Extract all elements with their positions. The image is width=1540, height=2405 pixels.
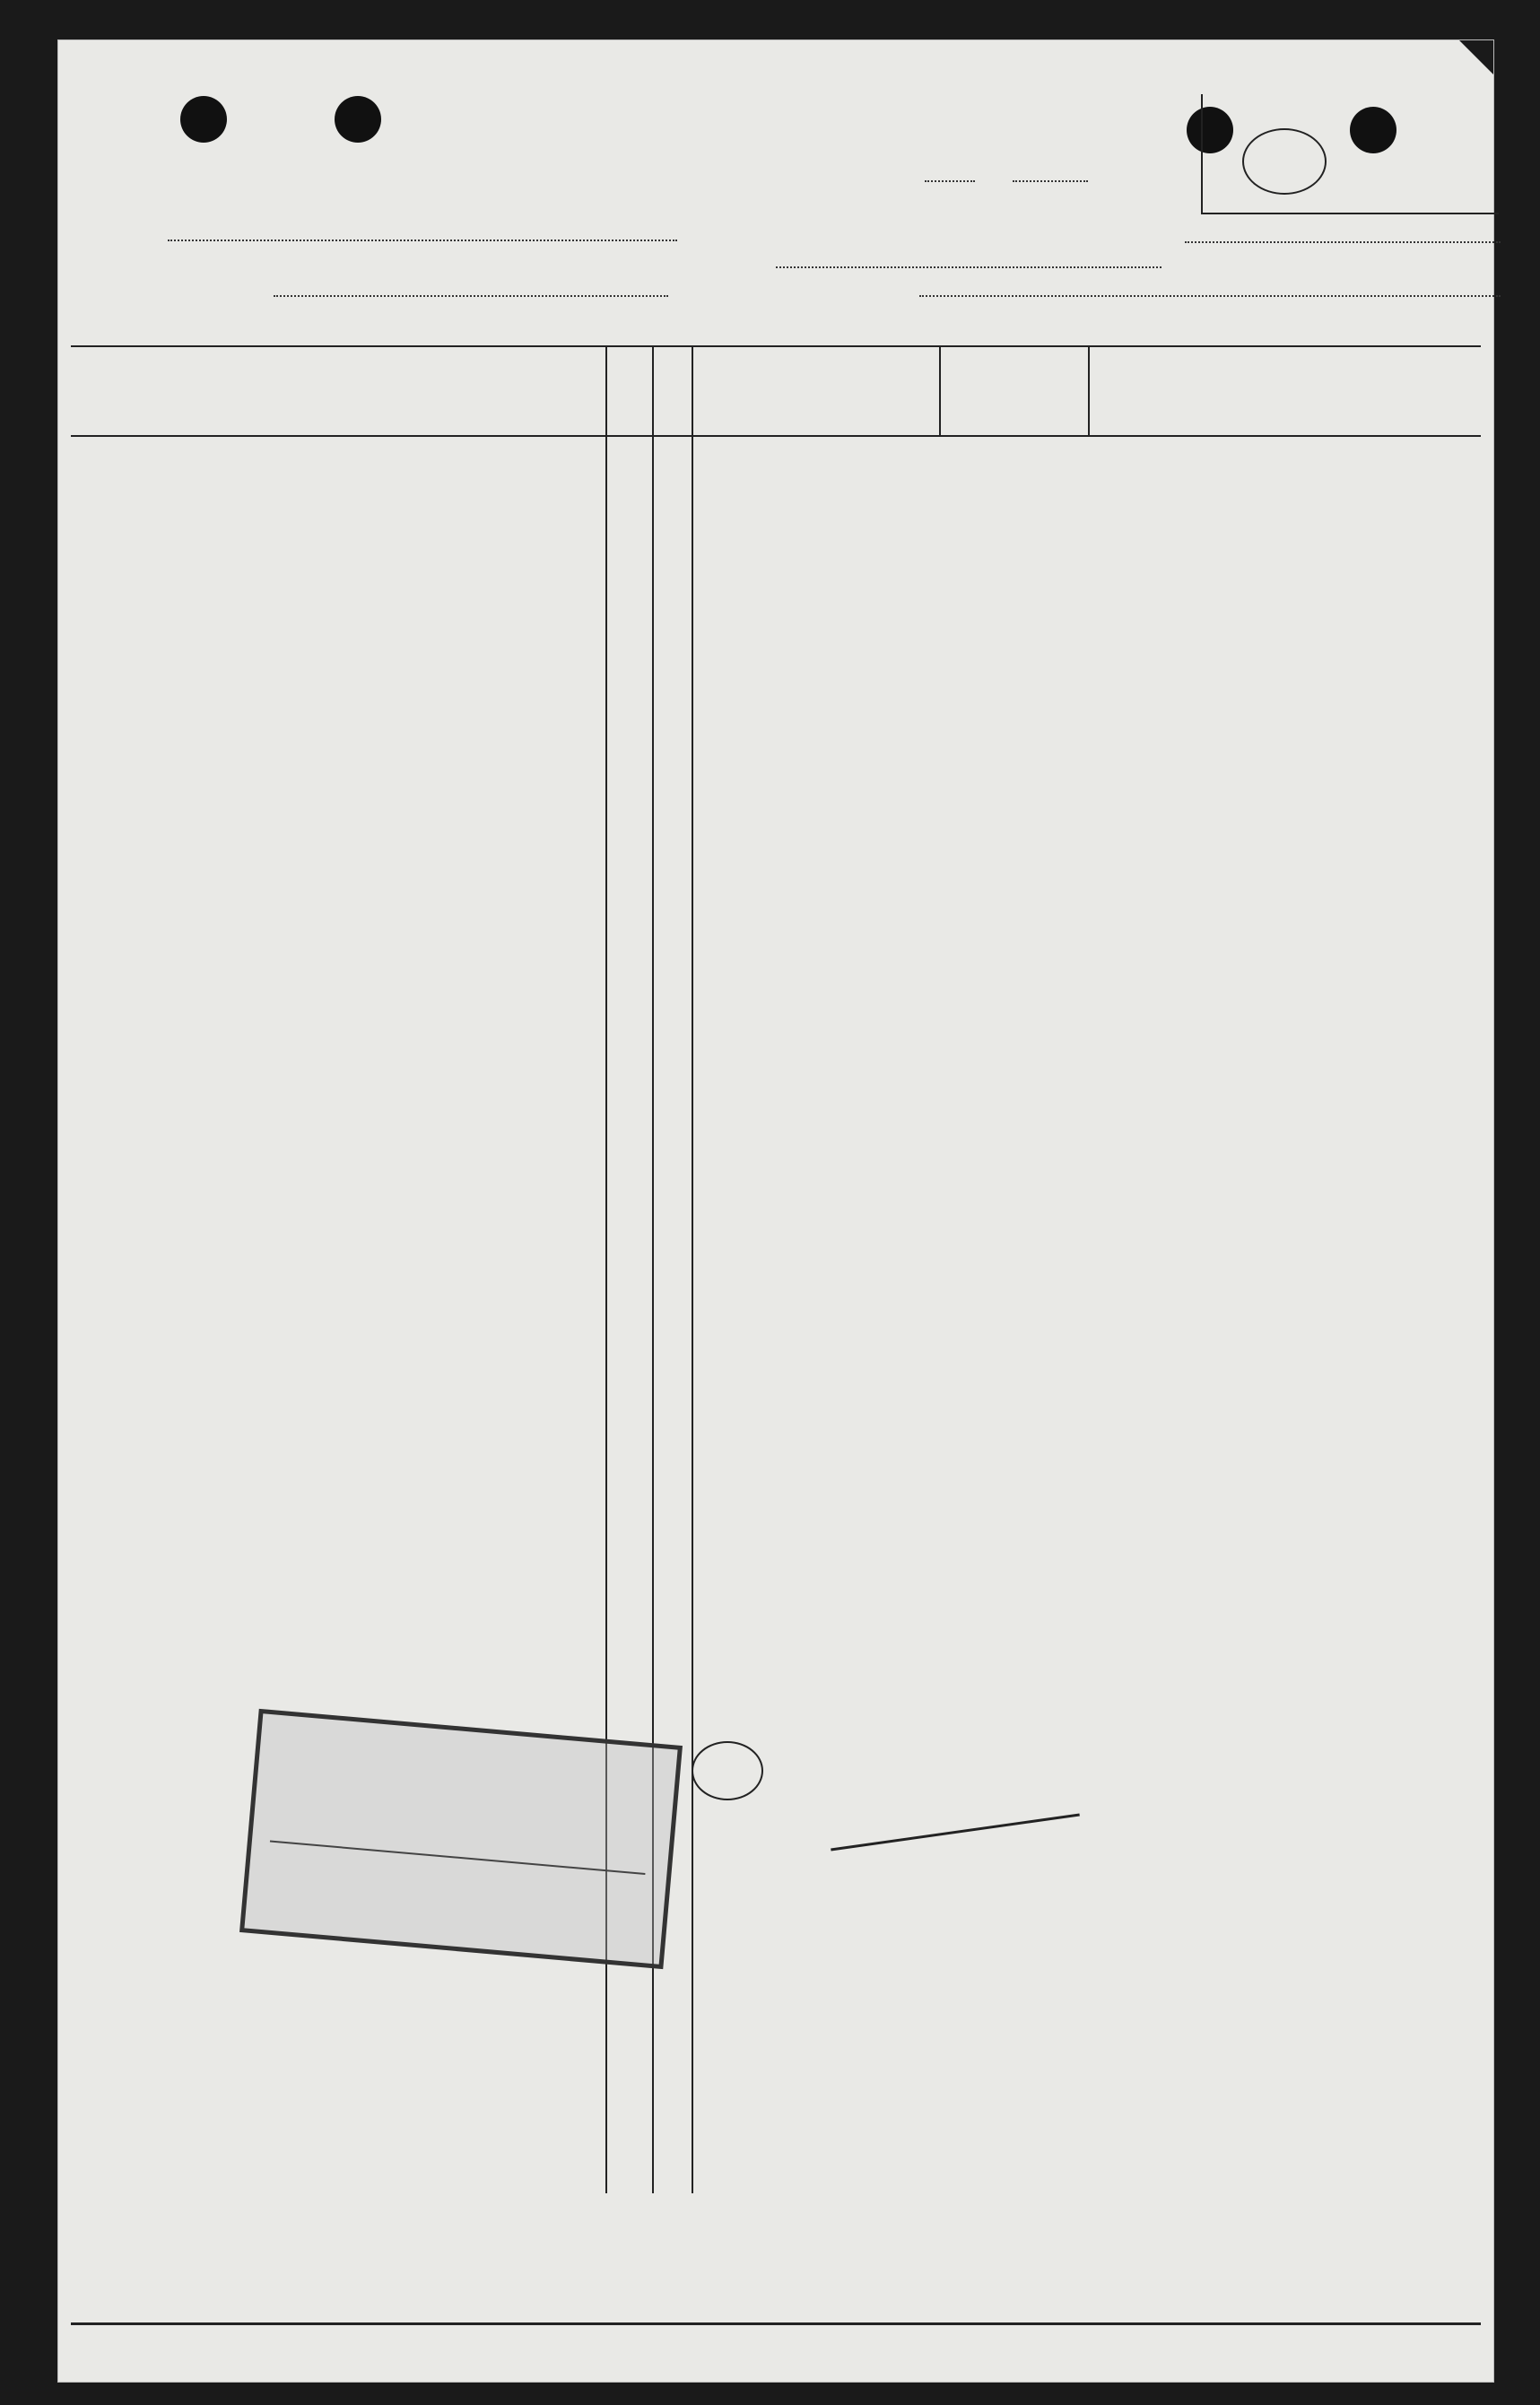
footer-rule — [71, 2322, 1481, 2325]
header-bottom-rule — [71, 435, 1481, 437]
disembarkation-value — [919, 295, 1501, 297]
of-value — [1013, 180, 1088, 182]
punch-hole-left-2 — [335, 96, 381, 143]
table-top-rule — [71, 345, 1481, 347]
manifest-sheet — [57, 39, 1494, 2383]
date-value — [1185, 241, 1501, 243]
col3-header — [654, 356, 692, 369]
circled-page-number — [1242, 128, 1327, 195]
aircraft-value — [168, 240, 677, 241]
col-divider-5 — [1088, 345, 1090, 435]
preexamined-stamp — [239, 1709, 683, 1969]
punch-hole-left-1 — [180, 96, 227, 143]
folded-corner — [1459, 40, 1493, 74]
col-divider-nationality — [939, 345, 941, 435]
col2-header — [607, 356, 652, 369]
signature-flourish — [831, 1814, 1080, 1852]
preexam-rule — [270, 1840, 646, 1875]
col-divider-sex — [692, 345, 693, 2193]
circled-count — [692, 1741, 763, 1800]
page-value — [925, 180, 975, 182]
flight-value-line — [776, 266, 1162, 268]
embarkation-value — [274, 295, 668, 297]
